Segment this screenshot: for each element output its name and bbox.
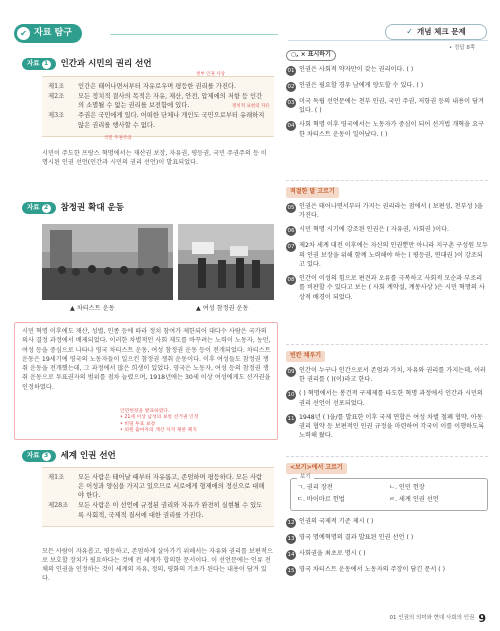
material-1-header bbox=[22, 58, 152, 70]
bogi-item: ㄴ. 인민 헌장 bbox=[389, 483, 425, 491]
question-item: 08 인간이 이성의 힘으로 편견과 오류를 극복하고 사회적 모순과 부조리를 비판할 수 있다고 보는 ( 사회 계약설, 계몽사상 )은 시민 혁명의 사상적 배경이 되었다. bbox=[287, 275, 485, 301]
article-row: 제1조 인간은 태어나면서부터 자유로우며 평등한 권리를 가진다. bbox=[48, 83, 236, 90]
page-footer bbox=[390, 611, 486, 627]
explanation-paragraph: 모든 사람이 자유롭고, 평등하고, 존엄하게 살아가기 위해서는 자유와 권리를 보편적으로 보호할 장치가 필요하다는 것에 전 세계가 합의한 문서이다. 이 선언문에는 인류 전체의 인권을 인정하는 것이 세계의 자유, 정의, 평화의 기초가 된다는 내용이 담겨 있다. bbox=[42, 548, 273, 582]
material-title: 참정권 확대 운동 bbox=[60, 203, 124, 213]
divider bbox=[286, 456, 488, 457]
question-item: 05 인권은 태어나면서부터 가지는 권리라는 점에서 ( 보편성, 천부성 )을 가진다. bbox=[287, 202, 483, 219]
bogi-item: ㄱ. 권리 장전 bbox=[297, 483, 333, 491]
question-item: 06 시민 혁명 시기에 강조된 인권은 ( 자유권, 사회권 )이다. bbox=[286, 225, 488, 236]
section-heading: 빈칸 채우기 bbox=[286, 351, 488, 362]
material-title: 세계 인권 선언 bbox=[60, 451, 116, 461]
article-row: 제1조 모든 사람은 태어날 때부터 자유롭고, 존엄하며 평등하다. 모든 사람은 이성과 양심을 가지고 있으므로 서로에게 형제애의 정신으로 대해야 한다. bbox=[48, 474, 265, 500]
check-icon: ✓ bbox=[406, 27, 413, 37]
footer-text: 01 인권의 의미와 현대 사회의 인권 bbox=[389, 614, 475, 621]
section-tag bbox=[14, 24, 82, 43]
document-excerpt bbox=[42, 467, 274, 527]
section-heading: ○, × 표시하기 bbox=[286, 50, 488, 61]
top-divider bbox=[110, 34, 278, 35]
question-item: 07 제2차 세계 대전 이후에는 자신의 인권뿐만 아니라 지구촌 구성원 모두의 인권 보장을 위해 함께 노력해야 하는 ( 평등권, 연대권 )이 강조되고 있다. bbox=[287, 242, 488, 268]
right-divider bbox=[288, 40, 488, 41]
article-row: 제2조 모든 정치적 결사의 목적은 자유, 재산, 안전, 압제에의 저항 등 인간의 소멸될 수 없는 권리를 보전함에 있다. bbox=[48, 93, 263, 110]
clipboard-icon: ✔ bbox=[17, 27, 30, 40]
article-row: 제28조 모든 사람은 이 선언에 규정된 권리와 자유가 완전히 실현될 수 있도록 사회적, 국제적 질서에 대한 권리를 가진다. bbox=[48, 502, 263, 519]
concept-check-tab bbox=[385, 24, 487, 40]
chartist-movement-photo bbox=[42, 224, 173, 300]
question-item: 11 1948년 ( )을/를 발표한 이후 국제 연합은 여성 차별 철폐 협약, 아동 권리 협약 등 보편적인 인권 규정을 마련하여 각국이 이를 이행하도록 노력해 왔다. bbox=[287, 413, 485, 440]
bogi-item: ㄹ. 세계 인권 선언 bbox=[389, 495, 439, 503]
section-heading: 적절한 말 고르기 bbox=[286, 187, 488, 198]
choose-section bbox=[286, 176, 488, 307]
charter-annotations: 인민헌장을 발표하였다. • 21세 이상 남성의 보통 선거권 인정 • 비밀 투표 보장 • 의원 출마자의 재산 자격 제한 폐지 bbox=[120, 409, 199, 434]
answer-note: • 정답 8쪽 bbox=[449, 45, 476, 51]
question-item: 12 인권의 국제적 기준 제시 ( ) bbox=[286, 517, 488, 528]
divider bbox=[286, 344, 488, 345]
material-badge: 자료 3 bbox=[22, 450, 56, 461]
photo-caption: ▲ 여성 참정권 운동 bbox=[196, 305, 249, 312]
annotation: 정치적 표현의 자유 bbox=[232, 104, 270, 109]
question-item: 10 ( ) 혁명에서는 봉건적 구제제를 타도한 혁명 과정에서 인간과 시민의 권리 선언이 선포되었다. bbox=[287, 390, 483, 407]
material-badge: 자료 1 bbox=[22, 58, 56, 69]
section-title: 자료 탐구 bbox=[34, 28, 72, 38]
photo-caption: ▲ 차티스트 운동 bbox=[70, 305, 115, 312]
question-item: 01 인권은 사회적 약자만이 갖는 권리이다. ( ) bbox=[286, 65, 488, 76]
bogi-item: ㄷ. 바이마르 헌법 bbox=[297, 495, 345, 503]
question-item: 13 영국 명예혁명의 결과 발표된 인권 선언 ( ) bbox=[286, 533, 488, 544]
fill-section bbox=[286, 340, 488, 446]
annotation: 국민 주권주의 bbox=[104, 136, 132, 141]
question-item: 04 사회 혁명 이후 영국에서는 노동자가 중심이 되어 선거법 개혁을 요구한 차티스트 운동이 일어났다. ( ) bbox=[287, 121, 485, 138]
annotation: 천부 인권 사상 bbox=[196, 72, 225, 77]
concept-check-title: 개념 체크 문제 bbox=[417, 26, 466, 36]
article-row: 제3조 주권은 국민에게 있다. 어떠한 단체나 개인도 국민으로부터 유래하지 않은 권리를 행사할 수 없다. bbox=[48, 112, 265, 129]
question-item: 02 인권은 필요할 경우 남에게 양도할 수 있다. ( ) bbox=[286, 81, 488, 92]
bogi-section bbox=[286, 452, 488, 581]
material-3-header bbox=[22, 450, 116, 462]
suffrage-movement-photo bbox=[178, 224, 274, 300]
page-number: 9 bbox=[478, 612, 486, 625]
material-2-header bbox=[22, 202, 124, 214]
divider bbox=[286, 180, 488, 181]
bogi-box: 보기 ㄱ. 권리 장전 ㄴ. 인민 헌장 ㄷ. 바이마르 헌법 ㄹ. 세계 인권 선언 bbox=[290, 478, 488, 511]
ox-section bbox=[286, 50, 488, 144]
material-badge: 자료 2 bbox=[22, 202, 56, 213]
question-item: 15 영국 차티스트 운동에서 노동자의 주장이 담긴 문서 ( ) bbox=[286, 565, 488, 576]
question-item: 03 미국 독립 선언문에는 천부 인권, 국민 주권, 저항권 등의 내용이 담겨 있다. ( ) bbox=[287, 97, 484, 114]
question-item: 09 인간이 누구나 인간으로서 존엄과 가치, 자유와 권리를 가지는데, 이러한 권리를 ( )(이)라고 한다. bbox=[287, 366, 487, 383]
explanation-paragraph: 시민이 주도한 프랑스 혁명에서는 재산권 보장, 자유권, 평등권, 국민 주권주의 등 이 명시된 인권 선언(인간과 시민의 권리 선언)이 발표되었다. bbox=[42, 150, 267, 166]
section-heading: <보기>에서 고르기 bbox=[286, 463, 488, 474]
material-title: 인간과 시민의 권리 선언 bbox=[60, 59, 152, 69]
question-item: 14 사회권을 최초로 명시 ( ) bbox=[286, 549, 488, 560]
explanation-paragraph: 시민 혁명 이후에도 재산, 성별, 인종 등에 따라 정치 참여가 제한되어 대다수 사람은 국가의 의사 결정 과정에서 배제되었다. 이러한 차별적인 사회 제도를 바꾸려는 노력이 노동자, 농민, 여성 등을 중심으로 나타나 영국 차티스트 운동, 여성 참정권 운동 등이 전개되었다. 차티스트 운동은 19세기에 영국의 노동자들이 일으킨 참정권 쟁취 운동이다. 이후 여성들도 참정권 쟁취 운동을 전개했는데, 그 과정에서 많은 희생이 있었다. 영국은 노동자, 여성 등의 참정권 쟁취 운동으로 투표권자의 범위를 점차 늘렸으며, 1918년에는 30세 이상 여성에게도 선거권을 인정하였다. bbox=[22, 328, 271, 391]
